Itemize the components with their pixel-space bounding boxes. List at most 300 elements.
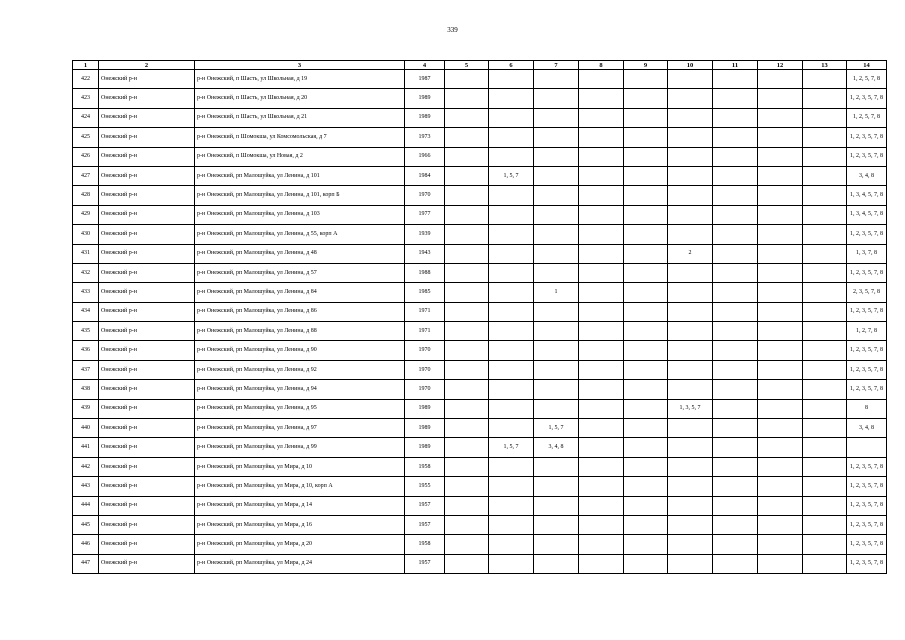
- col12-cell: [758, 419, 803, 438]
- col11-cell: [713, 302, 758, 321]
- col11-cell: [713, 399, 758, 418]
- district-cell: Онежский р-н: [99, 341, 195, 360]
- col10-cell: [668, 128, 713, 147]
- col8-cell: [579, 302, 624, 321]
- header-row: [73, 61, 887, 70]
- col12-cell: [758, 244, 803, 263]
- row-number: 431: [73, 244, 99, 263]
- row-number: 428: [73, 186, 99, 205]
- col9-cell: [624, 108, 668, 127]
- table-row: [73, 360, 887, 379]
- col14-cell: 1, 2, 3, 5, 7, 8: [847, 535, 887, 554]
- column-header-3: 3: [195, 61, 405, 70]
- district-cell: Онежский р-н: [99, 89, 195, 108]
- col6-cell: [489, 205, 534, 224]
- column-header-6: 6: [489, 61, 534, 70]
- year-cell: 1977: [405, 205, 445, 224]
- col14-cell: 1, 2, 3, 5, 7, 8: [847, 554, 887, 573]
- column-header-8: 8: [579, 61, 624, 70]
- address-cell: р-н Онежский, рп Малошуйка, ул Ленина, д 94: [195, 380, 405, 399]
- table-row: [73, 535, 887, 554]
- col5-cell: [445, 244, 489, 263]
- col14-cell: 1, 2, 3, 5, 7, 8: [847, 302, 887, 321]
- col10-cell: [668, 302, 713, 321]
- col8-cell: [579, 147, 624, 166]
- table-row: [73, 225, 887, 244]
- address-cell: р-н Онежский, рп Малошуйка, ул Мира, д 20: [195, 535, 405, 554]
- col10-cell: [668, 515, 713, 534]
- col8-cell: [579, 380, 624, 399]
- district-cell: Онежский р-н: [99, 360, 195, 379]
- address-cell: р-н Онежский, рп Малошуйка, ул Мира, д 10, корп А: [195, 477, 405, 496]
- row-number: 426: [73, 147, 99, 166]
- district-cell: Онежский р-н: [99, 496, 195, 515]
- col10-cell: [668, 457, 713, 476]
- year-cell: 1970: [405, 380, 445, 399]
- year-cell: 1966: [405, 147, 445, 166]
- address-cell: р-н Онежский, рп Малошуйка, ул Ленина, д 88: [195, 322, 405, 341]
- row-number: 432: [73, 263, 99, 282]
- col9-cell: [624, 457, 668, 476]
- col12-cell: [758, 302, 803, 321]
- col10-cell: [668, 360, 713, 379]
- col9-cell: [624, 477, 668, 496]
- year-cell: 1971: [405, 322, 445, 341]
- address-cell: р-н Онежский, рп Малошуйка, ул Ленина, д 99: [195, 438, 405, 457]
- column-header-9: 9: [624, 61, 668, 70]
- district-cell: Онежский р-н: [99, 554, 195, 573]
- column-header-12: 12: [758, 61, 803, 70]
- col9-cell: [624, 419, 668, 438]
- address-cell: р-н Онежский, рп Малошуйка, ул Ленина, д 101, корп Б: [195, 186, 405, 205]
- col11-cell: [713, 263, 758, 282]
- year-cell: 1989: [405, 89, 445, 108]
- col12-cell: [758, 205, 803, 224]
- table-row: [73, 186, 887, 205]
- col8-cell: [579, 225, 624, 244]
- col11-cell: [713, 496, 758, 515]
- col14-cell: 1, 2, 3, 5, 7, 8: [847, 128, 887, 147]
- col7-cell: [534, 70, 579, 89]
- col7-cell: [534, 263, 579, 282]
- col14-cell: 1, 2, 3, 5, 7, 8: [847, 457, 887, 476]
- col7-cell: [534, 108, 579, 127]
- col8-cell: [579, 244, 624, 263]
- table-row: [73, 89, 887, 108]
- col14-cell: 1, 2, 7, 8: [847, 322, 887, 341]
- col13-cell: [803, 438, 847, 457]
- district-cell: Онежский р-н: [99, 399, 195, 418]
- col7-cell: [534, 477, 579, 496]
- col5-cell: [445, 360, 489, 379]
- col10-cell: [668, 108, 713, 127]
- row-number: 435: [73, 322, 99, 341]
- col12-cell: [758, 166, 803, 185]
- col6-cell: [489, 535, 534, 554]
- address-cell: р-н Онежский, рп Малошуйка, ул Ленина, д 92: [195, 360, 405, 379]
- year-cell: 1955: [405, 477, 445, 496]
- col5-cell: [445, 477, 489, 496]
- col13-cell: [803, 322, 847, 341]
- col8-cell: [579, 477, 624, 496]
- col7-cell: 3, 4, 8: [534, 438, 579, 457]
- col11-cell: [713, 283, 758, 302]
- col14-cell: 1, 2, 3, 5, 7, 8: [847, 89, 887, 108]
- row-number: 422: [73, 70, 99, 89]
- district-cell: Онежский р-н: [99, 147, 195, 166]
- col5-cell: [445, 70, 489, 89]
- column-header-2: 2: [99, 61, 195, 70]
- column-header-10: 10: [668, 61, 713, 70]
- col5-cell: [445, 496, 489, 515]
- col11-cell: [713, 477, 758, 496]
- col8-cell: [579, 283, 624, 302]
- col13-cell: [803, 515, 847, 534]
- col13-cell: [803, 302, 847, 321]
- table-row: [73, 147, 887, 166]
- row-number: 441: [73, 438, 99, 457]
- col14-cell: 1, 2, 3, 5, 7, 8: [847, 263, 887, 282]
- row-number: 444: [73, 496, 99, 515]
- col13-cell: [803, 535, 847, 554]
- col14-cell: 1, 2, 3, 5, 7, 8: [847, 496, 887, 515]
- col8-cell: [579, 535, 624, 554]
- table-row: [73, 341, 887, 360]
- col5-cell: [445, 554, 489, 573]
- column-header-7: 7: [534, 61, 579, 70]
- col13-cell: [803, 225, 847, 244]
- col9-cell: [624, 166, 668, 185]
- col6-cell: [489, 263, 534, 282]
- col14-cell: 8: [847, 399, 887, 418]
- col9-cell: [624, 515, 668, 534]
- col11-cell: [713, 225, 758, 244]
- col11-cell: [713, 360, 758, 379]
- col6-cell: [489, 225, 534, 244]
- col5-cell: [445, 535, 489, 554]
- col10-cell: [668, 341, 713, 360]
- col10-cell: [668, 89, 713, 108]
- col7-cell: 1: [534, 283, 579, 302]
- col7-cell: [534, 322, 579, 341]
- district-cell: Онежский р-н: [99, 457, 195, 476]
- col5-cell: [445, 283, 489, 302]
- col10-cell: [668, 496, 713, 515]
- address-cell: р-н Онежский, рп Малошуйка, ул Мира, д 16: [195, 515, 405, 534]
- col8-cell: [579, 263, 624, 282]
- col9-cell: [624, 380, 668, 399]
- col6-cell: [489, 360, 534, 379]
- col14-cell: 1, 2, 3, 5, 7, 8: [847, 380, 887, 399]
- address-cell: р-н Онежский, рп Малошуйка, ул Ленина, д 84: [195, 283, 405, 302]
- col9-cell: [624, 283, 668, 302]
- table-row: [73, 205, 887, 224]
- district-cell: Онежский р-н: [99, 108, 195, 127]
- district-cell: Онежский р-н: [99, 302, 195, 321]
- col13-cell: [803, 496, 847, 515]
- col14-cell: 1, 2, 5, 7, 8: [847, 70, 887, 89]
- housing-registry-table: [72, 60, 887, 574]
- address-cell: р-н Онежский, рп Малошуйка, ул Ленина, д 101: [195, 166, 405, 185]
- table-row: [73, 128, 887, 147]
- col5-cell: [445, 515, 489, 534]
- col7-cell: [534, 89, 579, 108]
- col12-cell: [758, 341, 803, 360]
- col13-cell: [803, 166, 847, 185]
- col9-cell: [624, 147, 668, 166]
- year-cell: 1973: [405, 128, 445, 147]
- address-cell: р-н Онежский, рп Малошуйка, ул Ленина, д 55, корп А: [195, 225, 405, 244]
- district-cell: Онежский р-н: [99, 186, 195, 205]
- table-row: [73, 283, 887, 302]
- col12-cell: [758, 322, 803, 341]
- district-cell: Онежский р-н: [99, 70, 195, 89]
- district-cell: Онежский р-н: [99, 166, 195, 185]
- column-header-5: 5: [445, 61, 489, 70]
- address-cell: р-н Онежский, п Шомокша, ул Комсомольская, д 7: [195, 128, 405, 147]
- col7-cell: [534, 147, 579, 166]
- col6-cell: [489, 302, 534, 321]
- col5-cell: [445, 419, 489, 438]
- col11-cell: [713, 554, 758, 573]
- col11-cell: [713, 535, 758, 554]
- col11-cell: [713, 244, 758, 263]
- address-cell: р-н Онежский, рп Малошуйка, ул Ленина, д 86: [195, 302, 405, 321]
- col7-cell: [534, 380, 579, 399]
- col10-cell: [668, 186, 713, 205]
- col14-cell: 2, 3, 5, 7, 8: [847, 283, 887, 302]
- col5-cell: [445, 457, 489, 476]
- table-row: [73, 554, 887, 573]
- col6-cell: [489, 380, 534, 399]
- col7-cell: [534, 128, 579, 147]
- col5-cell: [445, 89, 489, 108]
- col10-cell: [668, 205, 713, 224]
- col7-cell: [534, 186, 579, 205]
- col11-cell: [713, 186, 758, 205]
- col10-cell: [668, 147, 713, 166]
- col7-cell: [534, 399, 579, 418]
- col7-cell: [534, 302, 579, 321]
- district-cell: Онежский р-н: [99, 419, 195, 438]
- col8-cell: [579, 438, 624, 457]
- col12-cell: [758, 70, 803, 89]
- row-number: 447: [73, 554, 99, 573]
- col12-cell: [758, 283, 803, 302]
- col9-cell: [624, 205, 668, 224]
- col9-cell: [624, 263, 668, 282]
- table-row: [73, 263, 887, 282]
- year-cell: 1989: [405, 419, 445, 438]
- col6-cell: [489, 496, 534, 515]
- col6-cell: [489, 244, 534, 263]
- col8-cell: [579, 554, 624, 573]
- col9-cell: [624, 322, 668, 341]
- district-cell: Онежский р-н: [99, 244, 195, 263]
- table-row: [73, 496, 887, 515]
- col12-cell: [758, 360, 803, 379]
- col8-cell: [579, 128, 624, 147]
- col11-cell: [713, 89, 758, 108]
- col7-cell: [534, 457, 579, 476]
- col7-cell: [534, 166, 579, 185]
- col14-cell: 1, 3, 4, 5, 7, 8: [847, 205, 887, 224]
- table-row: [73, 515, 887, 534]
- col10-cell: [668, 477, 713, 496]
- address-cell: р-н Онежский, рп Малошуйка, ул Ленина, д 103: [195, 205, 405, 224]
- address-cell: р-н Онежский, рп Малошуйка, ул Ленина, д 57: [195, 263, 405, 282]
- col6-cell: [489, 554, 534, 573]
- year-cell: 1943: [405, 244, 445, 263]
- col10-cell: [668, 166, 713, 185]
- district-cell: Онежский р-н: [99, 263, 195, 282]
- col13-cell: [803, 263, 847, 282]
- column-header-1: 1: [73, 61, 99, 70]
- table-row: [73, 399, 887, 418]
- col8-cell: [579, 457, 624, 476]
- district-cell: Онежский р-н: [99, 380, 195, 399]
- col5-cell: [445, 399, 489, 418]
- col9-cell: [624, 341, 668, 360]
- col9-cell: [624, 89, 668, 108]
- row-number: 439: [73, 399, 99, 418]
- col10-cell: [668, 419, 713, 438]
- col8-cell: [579, 515, 624, 534]
- col10-cell: [668, 380, 713, 399]
- col11-cell: [713, 108, 758, 127]
- col11-cell: [713, 70, 758, 89]
- address-cell: р-н Онежский, рп Малошуйка, ул Ленина, д 48: [195, 244, 405, 263]
- col5-cell: [445, 147, 489, 166]
- table-row: [73, 108, 887, 127]
- district-cell: Онежский р-н: [99, 128, 195, 147]
- col7-cell: [534, 515, 579, 534]
- col13-cell: [803, 380, 847, 399]
- col5-cell: [445, 438, 489, 457]
- page-number: 339: [447, 26, 458, 34]
- col7-cell: [534, 535, 579, 554]
- col12-cell: [758, 186, 803, 205]
- col9-cell: [624, 186, 668, 205]
- column-header-13: 13: [803, 61, 847, 70]
- col11-cell: [713, 457, 758, 476]
- col14-cell: [847, 438, 887, 457]
- col8-cell: [579, 322, 624, 341]
- col12-cell: [758, 147, 803, 166]
- table-row: [73, 419, 887, 438]
- col14-cell: 1, 2, 3, 5, 7, 8: [847, 225, 887, 244]
- district-cell: Онежский р-н: [99, 515, 195, 534]
- row-number: 437: [73, 360, 99, 379]
- address-cell: р-н Онежский, рп Малошуйка, ул Ленина, д 95: [195, 399, 405, 418]
- col5-cell: [445, 205, 489, 224]
- col14-cell: 1, 3, 7, 8: [847, 244, 887, 263]
- row-number: 433: [73, 283, 99, 302]
- col11-cell: [713, 515, 758, 534]
- col13-cell: [803, 399, 847, 418]
- district-cell: Онежский р-н: [99, 283, 195, 302]
- address-cell: р-н Онежский, п Шасть, ул Школьная, д 19: [195, 70, 405, 89]
- table-row: [73, 457, 887, 476]
- col10-cell: [668, 554, 713, 573]
- col12-cell: [758, 89, 803, 108]
- col13-cell: [803, 419, 847, 438]
- table-row: [73, 302, 887, 321]
- col9-cell: [624, 438, 668, 457]
- year-cell: 1989: [405, 399, 445, 418]
- col12-cell: [758, 438, 803, 457]
- row-number: 427: [73, 166, 99, 185]
- col8-cell: [579, 399, 624, 418]
- col12-cell: [758, 263, 803, 282]
- table-row: [73, 244, 887, 263]
- address-cell: р-н Онежский, п Шомокша, ул Новая, д 2: [195, 147, 405, 166]
- col8-cell: [579, 166, 624, 185]
- col6-cell: [489, 457, 534, 476]
- col13-cell: [803, 341, 847, 360]
- year-cell: 1985: [405, 283, 445, 302]
- col12-cell: [758, 225, 803, 244]
- col6-cell: [489, 147, 534, 166]
- address-cell: р-н Онежский, рп Малошуйка, ул Ленина, д 97: [195, 419, 405, 438]
- row-number: 440: [73, 419, 99, 438]
- col9-cell: [624, 399, 668, 418]
- district-cell: Онежский р-н: [99, 438, 195, 457]
- col13-cell: [803, 283, 847, 302]
- col11-cell: [713, 128, 758, 147]
- col7-cell: [534, 244, 579, 263]
- year-cell: 1970: [405, 360, 445, 379]
- district-cell: Онежский р-н: [99, 322, 195, 341]
- row-number: 436: [73, 341, 99, 360]
- col9-cell: [624, 244, 668, 263]
- col12-cell: [758, 128, 803, 147]
- col14-cell: 1, 2, 3, 5, 7, 8: [847, 341, 887, 360]
- col13-cell: [803, 186, 847, 205]
- col9-cell: [624, 496, 668, 515]
- col8-cell: [579, 70, 624, 89]
- col12-cell: [758, 554, 803, 573]
- col8-cell: [579, 419, 624, 438]
- col10-cell: 2: [668, 244, 713, 263]
- col14-cell: 1, 3, 4, 5, 7, 8: [847, 186, 887, 205]
- col10-cell: [668, 225, 713, 244]
- col7-cell: [534, 205, 579, 224]
- table-row: [73, 70, 887, 89]
- col5-cell: [445, 128, 489, 147]
- address-cell: р-н Онежский, рп Малошуйка, ул Мира, д 10: [195, 457, 405, 476]
- row-number: 438: [73, 380, 99, 399]
- col6-cell: [489, 128, 534, 147]
- col9-cell: [624, 535, 668, 554]
- col10-cell: [668, 438, 713, 457]
- col13-cell: [803, 70, 847, 89]
- col8-cell: [579, 186, 624, 205]
- col10-cell: [668, 322, 713, 341]
- col9-cell: [624, 70, 668, 89]
- col14-cell: 1, 2, 3, 5, 7, 8: [847, 360, 887, 379]
- year-cell: 1987: [405, 70, 445, 89]
- col5-cell: [445, 186, 489, 205]
- table-row: [73, 438, 887, 457]
- table-row: [73, 166, 887, 185]
- col14-cell: 1, 2, 5, 7, 8: [847, 108, 887, 127]
- col12-cell: [758, 380, 803, 399]
- year-cell: 1971: [405, 302, 445, 321]
- col13-cell: [803, 147, 847, 166]
- col6-cell: [489, 477, 534, 496]
- address-cell: р-н Онежский, п Шасть, ул Школьная, д 21: [195, 108, 405, 127]
